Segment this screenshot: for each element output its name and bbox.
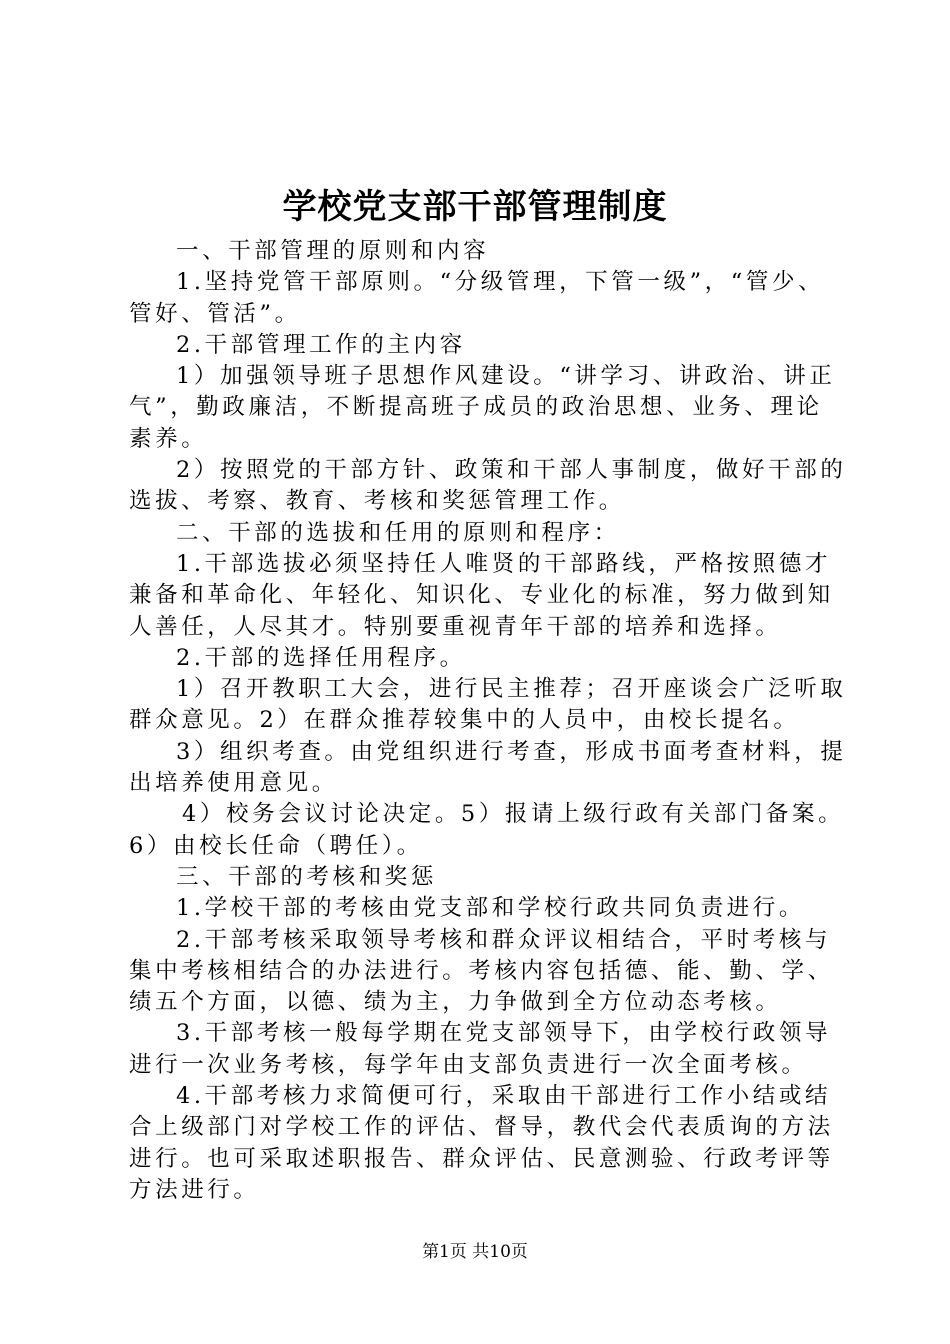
paragraph-line: 1）召开教职工大会，进行民主推荐；召开座谈会广泛听取 [176, 676, 847, 703]
paragraph-line: 1.坚持党管干部原则。“分级管理，下管一级”，“管少、 [176, 269, 825, 296]
paragraph-line: 2.干部的选择任用程序。 [176, 644, 466, 671]
paragraph-line: 兼备和革命化、年轻化、知识化、专业化的标准，努力做到知 [129, 582, 834, 609]
paragraph-line: 选拔、考察、教育、考核和奖惩管理工作。 [129, 488, 625, 515]
paragraph-line: 素养。 [129, 425, 208, 452]
paragraph-line: 1）加强领导班子思想作风建设。“讲学习、讲政治、讲正 [176, 363, 836, 390]
paragraph-line: 1.干部选拔必须坚持任人唯贤的干部路线，严格按照德才 [176, 550, 832, 577]
paragraph-line: 3.干部考核一般每学期在党支部领导下，由学校行政领导 [176, 1020, 832, 1047]
paragraph-line: 出培养使用意见。 [129, 770, 338, 797]
paragraph-line: 进行一次业务考核，每学年由支部负责进行一次全面考核。 [129, 1051, 808, 1078]
section-heading: 三、干部的考核和奖惩 [176, 863, 438, 890]
paragraph-line: 人善任，人尽其才。特别要重视青年干部的培养和选择。 [129, 613, 782, 640]
paragraph-line: 进行。也可采取述职报告、群众评估、民意测验、行政考评等 [129, 1145, 834, 1172]
document-body [129, 236, 847, 1206]
paragraph-line: 2.干部考核采取领导考核和群众评议相结合，平时考核与 [176, 926, 832, 953]
paragraph-line: 3）组织考查。由党组织进行考查，形成书面考查材料，提 [176, 738, 847, 765]
section-heading: 一、干部管理的原则和内容 [176, 238, 490, 264]
paragraph-line: 群众意见。2）在群众推荐较集中的人员中，由校长提名。 [129, 707, 800, 734]
document-title: 学校党支部干部管理制度 [282, 187, 668, 227]
section-heading: 二、干部的选拔和任用的原则和程序： [176, 519, 620, 546]
paragraph-line: 绩五个方面，以德、绩为主，力争做到全方位动态考核。 [129, 989, 782, 1016]
paragraph-line: 6）由校长任命（聘任）。 [129, 832, 423, 859]
paragraph-line: 2）按照党的干部方针、政策和干部人事制度，做好干部的 [176, 457, 847, 484]
paragraph-line: 气”，勤政廉洁，不断提高班子成员的政治思想、业务、理论 [129, 394, 823, 421]
paragraph-line: 合上级部门对学校工作的评估、督导，教代会代表质询的方法 [129, 1114, 834, 1141]
paragraph-line: 4）校务会议讨论决定。5）报请上级行政有关部门备案。 [182, 801, 845, 828]
page-number-footer: 第1页 共10页 [422, 1242, 528, 1262]
paragraph-line: 管好、管活”。 [129, 300, 301, 327]
paragraph-line: 2.干部管理工作的主内容 [176, 331, 466, 358]
paragraph-line: 4.干部考核力求简便可行，采取由干部进行工作小结或结 [176, 1083, 832, 1110]
paragraph-line: 1.学校干部的考核由党支部和学校行政共同负责进行。 [176, 895, 805, 922]
paragraph-line: 集中考核相结合的办法进行。考核内容包括德、能、勤、学、 [129, 957, 834, 984]
paragraph-line: 方法进行。 [129, 1176, 260, 1203]
